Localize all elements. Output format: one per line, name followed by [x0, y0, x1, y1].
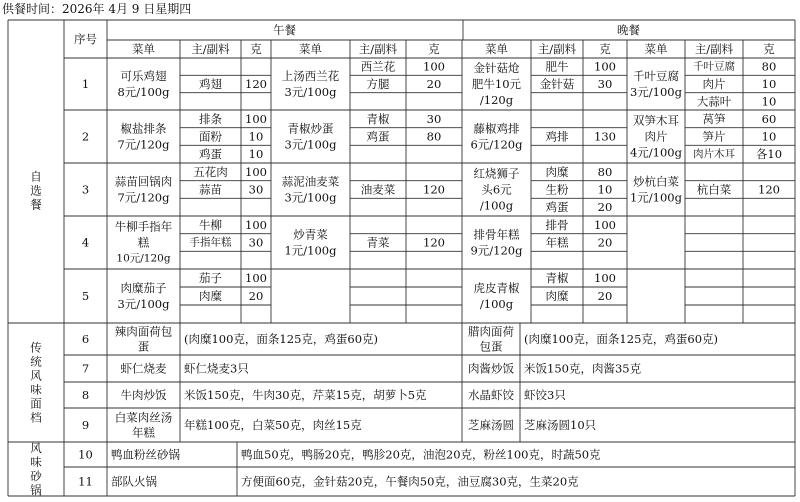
- grams: 20: [597, 200, 613, 215]
- ingredient: 面粉: [199, 129, 222, 144]
- grams: 80: [597, 164, 613, 179]
- dish-name: 7元/120g: [117, 190, 170, 205]
- dish-name: 炒青菜: [293, 227, 328, 242]
- col-header-caidan: 菜单: [299, 42, 322, 56]
- dish-name: 炒杭白菜: [633, 174, 679, 189]
- grams: 20: [597, 235, 613, 250]
- row-number: 7: [81, 361, 90, 376]
- grams: 30: [597, 77, 613, 91]
- grams: 120: [245, 77, 267, 91]
- grams: 各10: [755, 147, 783, 162]
- ingredient: 五花肉: [193, 164, 228, 179]
- grams: 10: [761, 94, 777, 109]
- col-header-ke: 克: [599, 42, 611, 56]
- ingredient: 鸡蛋: [545, 200, 569, 215]
- ingredient: 杭白菜: [696, 182, 732, 197]
- dish-name: 千叶豆腐: [633, 69, 679, 83]
- ingredient: 鸡排: [545, 129, 569, 144]
- dish-name: 蒜苗回锅肉: [114, 174, 173, 189]
- ingredient: 鸡蛋: [199, 147, 222, 162]
- row-number: 4: [81, 235, 90, 250]
- grams: 60: [761, 111, 777, 126]
- ingredient: 青椒: [545, 271, 569, 285]
- ingredient: 鸡蛋: [366, 129, 390, 144]
- dish-name: 3元/100g: [629, 85, 683, 99]
- pot-dish-detail: 鸭血50克，鸭肠20克，鸭胗20克，油泡20克，粉丝100克，时蔬50克: [241, 447, 601, 462]
- noodle-dinner-detail: 虾饺3只: [524, 388, 566, 402]
- grams: 20: [426, 77, 442, 91]
- pot-dish-name: 鸭血粉丝砂锅: [111, 447, 180, 462]
- dish-name: 7元/120g: [117, 137, 170, 152]
- noodle-dinner-detail: (肉糜100克，面条125克，鸡蛋60克): [524, 332, 719, 346]
- noodle-lunch-name: 牛肉炒饭: [120, 388, 167, 402]
- grams: 100: [594, 217, 616, 232]
- dish-name: 糕: [137, 235, 150, 250]
- pot-dish-name: 部队火锅: [111, 474, 157, 489]
- ingredient: 方腿: [366, 77, 390, 91]
- ingredient: 金针菇: [539, 77, 575, 91]
- ingredient: 笋片: [702, 129, 726, 144]
- dish-name: 4元/100g: [629, 145, 683, 160]
- grams: 10: [761, 129, 777, 144]
- ingredient: 肉糜: [545, 164, 569, 179]
- dish-name: 8元/100g: [117, 85, 170, 99]
- pot-dish-detail: 方便面60克，金针菇20克，午餐肉50克，油豆腐30克，生菜20克: [241, 474, 579, 489]
- dish-name: 肉片: [644, 129, 668, 144]
- dish-name: 可乐鸡翅: [120, 69, 167, 83]
- ingredient: 肉片: [702, 77, 726, 91]
- dish-name: /100g: [479, 198, 514, 213]
- grams: 10: [248, 147, 264, 162]
- grams: 130: [594, 129, 616, 144]
- grams: 10: [597, 182, 613, 197]
- noodle-lunch-detail: 虾仁烧麦3只: [184, 361, 249, 376]
- noodle-dinner-name: 芝麻汤圆: [468, 418, 514, 432]
- col-header-zhufu: 主/副料: [694, 42, 734, 56]
- col-header-ke: 克: [428, 42, 440, 56]
- col-header-ke: 克: [250, 42, 262, 56]
- row-number: 10: [78, 447, 93, 462]
- col-header-zhufu: 主/副料: [358, 42, 398, 56]
- row-number: 2: [81, 129, 90, 144]
- row-number: 6: [81, 332, 90, 346]
- grams: 100: [245, 111, 267, 126]
- noodle-lunch-detail: 年糕100克，白菜50克，肉丝15克: [184, 418, 362, 432]
- grams: 120: [423, 182, 445, 197]
- dish-name: /120g: [479, 93, 514, 107]
- grams: 20: [597, 289, 613, 303]
- noodle-dinner-name: 腊肉面荷: [468, 324, 514, 339]
- dish-name: 3元/100g: [117, 297, 170, 311]
- noodle-lunch-name: 白菜肉丝汤: [114, 410, 173, 425]
- grams: 100: [245, 271, 267, 285]
- ingredient: 西兰花: [360, 59, 396, 74]
- ingredient: 莴笋: [702, 111, 726, 126]
- col-header-zhufu: 主/副料: [191, 42, 230, 56]
- ingredient: 排骨: [545, 217, 569, 232]
- grams: 30: [426, 111, 442, 126]
- col-header-caidan: 菜单: [644, 42, 668, 56]
- dish-name: 1元/100g: [284, 243, 337, 258]
- grams: 100: [423, 59, 445, 74]
- dish-name: 3元/100g: [284, 85, 337, 99]
- grams: 30: [248, 182, 264, 197]
- row-number: 11: [78, 474, 93, 489]
- grams: 10: [761, 77, 777, 91]
- dish-name: 6元/120g: [470, 137, 523, 152]
- dish-name: 头6元: [481, 182, 512, 197]
- dinner-header: 晚餐: [617, 23, 640, 37]
- category-self-serve: 自选餐: [30, 169, 42, 212]
- grams: 30: [248, 235, 264, 250]
- col-header-no: 序号: [74, 32, 97, 46]
- grams: 80: [426, 129, 442, 144]
- dish-name: 1元/100g: [629, 190, 683, 205]
- ingredient: 手指年糕: [189, 236, 232, 249]
- ingredient: 千叶豆腐: [693, 60, 735, 73]
- col-header-caidan: 菜单: [485, 42, 508, 56]
- dish-name: 青椒炒蛋: [287, 121, 334, 136]
- col-header-zhufu: 主/副料: [537, 42, 577, 56]
- grams: 120: [423, 235, 445, 250]
- grams: 100: [245, 217, 267, 232]
- category-traditional-noodles: 传统风味面档: [30, 340, 42, 425]
- grams: 80: [761, 59, 777, 74]
- noodle-dinner-detail: 米饭150克，肉酱35克: [524, 361, 642, 376]
- ingredient: 肉糜: [545, 289, 569, 303]
- row-number: 8: [81, 388, 90, 402]
- ingredient: 青菜: [366, 235, 390, 250]
- col-header-ke: 克: [763, 42, 775, 56]
- ingredient: 排条: [199, 111, 222, 126]
- ingredient: 蒜苗: [199, 182, 222, 197]
- dish-name: 9元/120g: [470, 243, 523, 258]
- grams: 20: [248, 289, 264, 303]
- noodle-lunch-name: 蛋: [137, 339, 150, 354]
- noodle-dinner-name: 包蛋: [479, 339, 503, 354]
- grams: 100: [594, 271, 616, 285]
- grams: 10: [248, 129, 264, 144]
- dish-name: 肉糜茄子: [120, 281, 167, 295]
- dish-name: 虎皮青椒: [473, 281, 520, 295]
- service-date-line: 供餐时间：2026年 4月 9 日星期四: [2, 2, 192, 16]
- dish-name: 3元/100g: [284, 137, 337, 152]
- noodle-lunch-detail: 米饭150克，牛肉30克，芹菜15克，胡萝卜5克: [184, 388, 427, 402]
- dish-name: 红烧狮子: [473, 166, 520, 181]
- col-header-caidan: 菜单: [132, 42, 155, 56]
- ingredient: 油麦菜: [360, 182, 396, 197]
- dish-name: 金针菇炝: [473, 61, 520, 75]
- grams: 120: [758, 182, 780, 197]
- noodle-lunch-name: 虾仁烧麦: [120, 361, 167, 376]
- dish-name: 3元/100g: [284, 190, 337, 205]
- ingredient: 大蒜叶: [696, 94, 732, 109]
- ingredient: 茄子: [199, 271, 222, 285]
- row-number: 5: [81, 289, 90, 303]
- ingredient: 肥牛: [545, 59, 569, 74]
- dish-name: 牛柳手指年: [114, 219, 173, 234]
- dish-name: 双笋木耳: [633, 113, 679, 128]
- dish-name: 蒜泥油麦菜: [281, 174, 340, 189]
- row-number: 9: [81, 418, 90, 432]
- ingredient: 牛柳: [199, 217, 222, 232]
- ingredient: 青椒: [366, 111, 390, 126]
- dish-name: 排骨年糕: [473, 227, 520, 242]
- ingredient: 鸡翅: [199, 77, 222, 91]
- ingredient: 肉片木耳: [693, 148, 735, 161]
- dish-name: 10元/120g: [116, 252, 171, 265]
- ingredient: 肉糜: [199, 289, 222, 303]
- noodle-dinner-detail: 芝麻汤圆10只: [524, 418, 597, 432]
- grams: 100: [594, 59, 616, 74]
- ingredient: 年糕: [545, 235, 569, 250]
- row-number: 3: [81, 182, 90, 197]
- noodle-lunch-name: 年糕: [132, 425, 155, 440]
- noodle-lunch-name: 辣肉面荷包: [114, 324, 173, 339]
- noodle-dinner-name: 水晶虾饺: [468, 388, 514, 402]
- ingredient: 生粉: [545, 182, 569, 197]
- dish-name: 藤椒鸡排: [473, 121, 520, 136]
- lunch-header: 午餐: [273, 23, 296, 37]
- row-number: 1: [81, 77, 90, 91]
- dish-name: 椒盐排条: [120, 121, 167, 136]
- noodle-dinner-name: 肉酱炒饭: [468, 361, 514, 376]
- dish-name: /100g: [479, 297, 514, 311]
- dish-name: 肥牛10元: [471, 77, 522, 91]
- grams: 100: [245, 164, 267, 179]
- category-clay-pot: 风味砂锅: [30, 441, 42, 497]
- dish-name: 上汤西兰花: [281, 69, 340, 83]
- noodle-lunch-detail: (肉糜100克，面条125克，鸡蛋60克): [184, 332, 379, 346]
